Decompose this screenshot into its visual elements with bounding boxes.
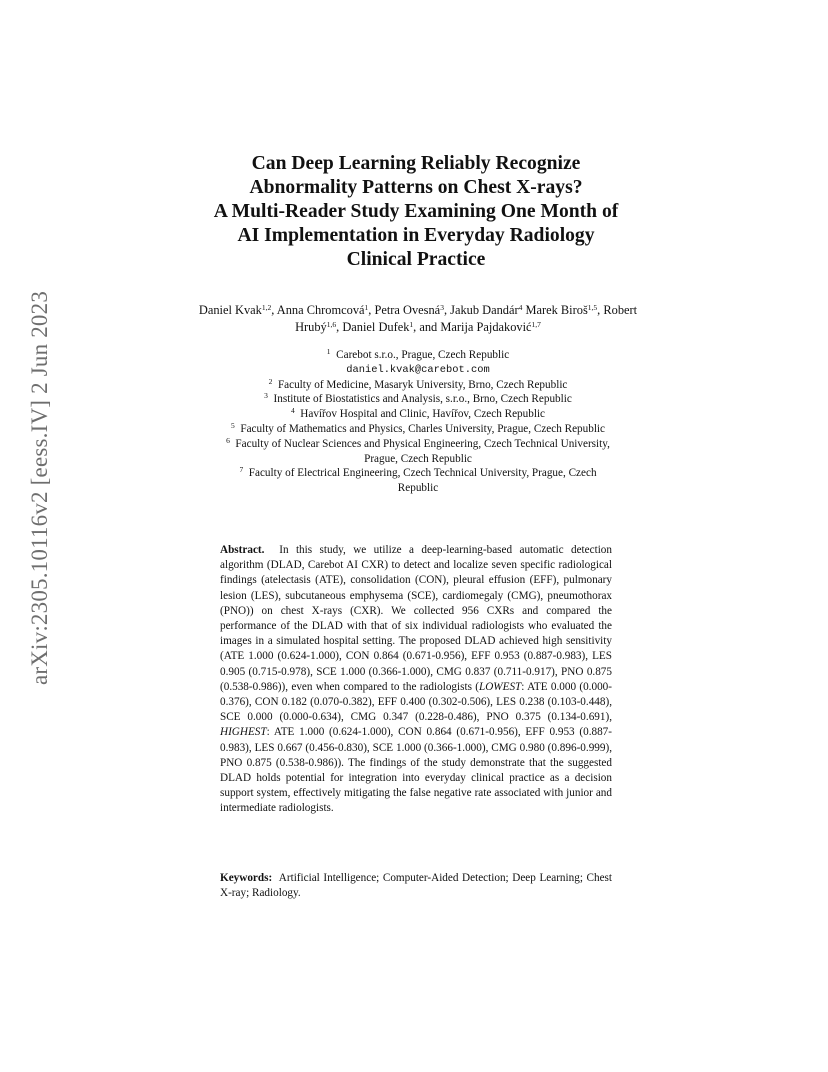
keywords-text: Artificial Intelligence; Computer-Aided Detection; Deep Learning; Chest X-ray; Radiology. bbox=[220, 872, 613, 900]
title-line: Can Deep Learning Reliably Recognize bbox=[251, 153, 581, 174]
author-name: Jakub Dandár bbox=[450, 303, 519, 317]
arxiv-sidebar bbox=[22, 290, 58, 686]
affiliation-text: Institute of Biostatistics and Analysis, s.r.o., Brno, Czech Republic bbox=[273, 393, 572, 406]
keywords bbox=[220, 871, 612, 901]
author-affil-sup: 1,2 bbox=[261, 303, 272, 312]
abstract-emphasis: HIGHEST bbox=[220, 726, 267, 739]
arxiv-identifier: arXiv:2305.10116v2 [eess.IV] 2 Jun 2023 bbox=[27, 290, 52, 686]
contact-email[interactable]: daniel.kvak@carebot.com bbox=[346, 363, 490, 376]
title-line: Abnormality Patterns on Chest X-rays? bbox=[249, 177, 583, 198]
affiliation-text: Havířov Hospital and Clinic, Havířov, Czech Republic bbox=[300, 408, 546, 421]
affiliation bbox=[182, 348, 654, 363]
abstract-emphasis: LOWEST bbox=[478, 680, 522, 693]
author-affil-sup: 1,5 bbox=[587, 303, 598, 312]
author-name: Robert Hrubý bbox=[295, 303, 638, 334]
title-line: AI Implementation in Everyday Radiology bbox=[237, 225, 595, 246]
affiliation bbox=[182, 437, 654, 452]
affiliation-number: 3 bbox=[264, 391, 268, 401]
abstract bbox=[220, 543, 612, 817]
author-affil-sup: 4 bbox=[518, 303, 523, 312]
affiliation-text: Carebot s.r.o., Prague, Czech Republic bbox=[336, 349, 510, 361]
affiliation bbox=[182, 378, 654, 393]
author-affil-sup: 3 bbox=[440, 303, 444, 312]
author-name: Daniel Dufek bbox=[342, 320, 410, 334]
affiliation-continuation: Republic bbox=[397, 482, 439, 495]
affiliation-number: 2 bbox=[268, 376, 273, 386]
paper-title bbox=[160, 152, 672, 272]
affiliation-number: 1 bbox=[326, 347, 331, 356]
author-name: Anna Chromcová bbox=[276, 303, 365, 317]
author-name: Marek Biroš bbox=[525, 303, 588, 317]
affiliation bbox=[182, 466, 654, 481]
author-affil-sup: 1,6 bbox=[326, 320, 337, 329]
author-name: Daniel Kvak bbox=[198, 303, 262, 317]
author-affil-sup: 1 bbox=[409, 320, 414, 329]
author-affil-sup: 1,7 bbox=[531, 320, 541, 329]
title-line: A Multi-Reader Study Examining One Month of bbox=[213, 201, 619, 222]
affiliation-text: Faculty of Mathematics and Physics, Charles University, Prague, Czech Republic bbox=[240, 422, 605, 435]
affiliation-text: Faculty of Nuclear Sciences and Physical Engineering, Czech Technical University, bbox=[235, 437, 610, 450]
author-list: Daniel Kvak$^{1,2}$, Anna Chromcová$^1$, Petra Ovesná$^3$, Jakub Dandár$^4$ Marek Biroš$^{1,5}$, Robert Hrubý$^{1,6}$, Daniel Dufek$^1$, and Marija Pajdaković$^{1,7}$ bbox=[198, 303, 638, 334]
affiliation-text: Faculty of Electrical Engineering, Czech Technical University, Prague, Czech bbox=[248, 467, 597, 480]
abstract-text: In this study, we utilize a deep-learning-based automatic detection algorithm (DLAD, Carebot AI CXR) to detect and localize seven specific radiological findings (atelectasis (ATE), consolidation (CON), pleural effusion (EFF), pulmonary lesion (LES), subcutaneous emphysema (SCE), cardiomegaly (CMG), pneumothorax (PNO)) on chest X-rays (CXR). We collected 956 CXRs and compared the performance of the DLAD with that of six individual radiologists who evaluated the images in a simulated hospital setting. The proposed DLAD achieved high sensitivity (ATE 1.000 (0.624-1.000), CON 0.864 (0.671-0.956), EFF 0.953 (0.887-0.983), LES 0.905 (0.715-0.978), SCE 1.000 (0.366-1.000), CMG 0.837 (0.711-0.917), PNO 0.875 (0.538-0.986)), even when compared to the radiologists ( bbox=[220, 544, 612, 693]
abstract-label: Abstract. bbox=[220, 544, 265, 556]
title-line: Clinical Practice bbox=[346, 249, 486, 270]
author-name: Marija Pajdaković bbox=[440, 320, 532, 334]
affiliation-number: 5 bbox=[231, 420, 235, 430]
affiliation bbox=[182, 392, 654, 407]
abstract-text: : ATE 0.000 (0.000-0.376), CON 0.182 (0.070-0.382), EFF 0.400 (0.302-0.506), LES 0.238 (0.103-0.448), SCE 0.000 (0.000-0.634), CMG 0.347 (0.228-0.486), PNO 0.375 (0.134-0.691), bbox=[220, 680, 612, 724]
abstract-text: : ATE 1.000 (0.624-1.000), CON 0.864 (0.671-0.956), EFF 0.953 (0.887-0.983), LES 0.667 (0.456-0.830), SCE 1.000 (0.366-1.000), CMG 0.980 (0.896-0.999), PNO 0.875 (0.538-0.986)). The findings of the study demonstrate that the suggested DLAD holds potential for integration into everyday clinical practice as a decision support system, effectively mitigating the false negative rate associated with junior and intermediate radiologists. bbox=[220, 726, 612, 815]
affiliation-continuation: Prague, Czech Republic bbox=[364, 452, 472, 465]
affiliation-text: Faculty of Medicine, Masaryk University, Brno, Czech Republic bbox=[277, 378, 568, 391]
affiliation-number: 4 bbox=[290, 406, 295, 416]
affiliation-list bbox=[182, 348, 654, 496]
affiliation-number: 6 bbox=[226, 435, 230, 445]
author-name: Petra Ovesná bbox=[374, 303, 441, 317]
keywords-label: Keywords: bbox=[220, 872, 273, 884]
affiliation bbox=[182, 422, 654, 437]
affiliation bbox=[182, 407, 654, 422]
author-affil-sup: 1 bbox=[364, 303, 369, 312]
affiliation-number: 7 bbox=[239, 465, 244, 475]
